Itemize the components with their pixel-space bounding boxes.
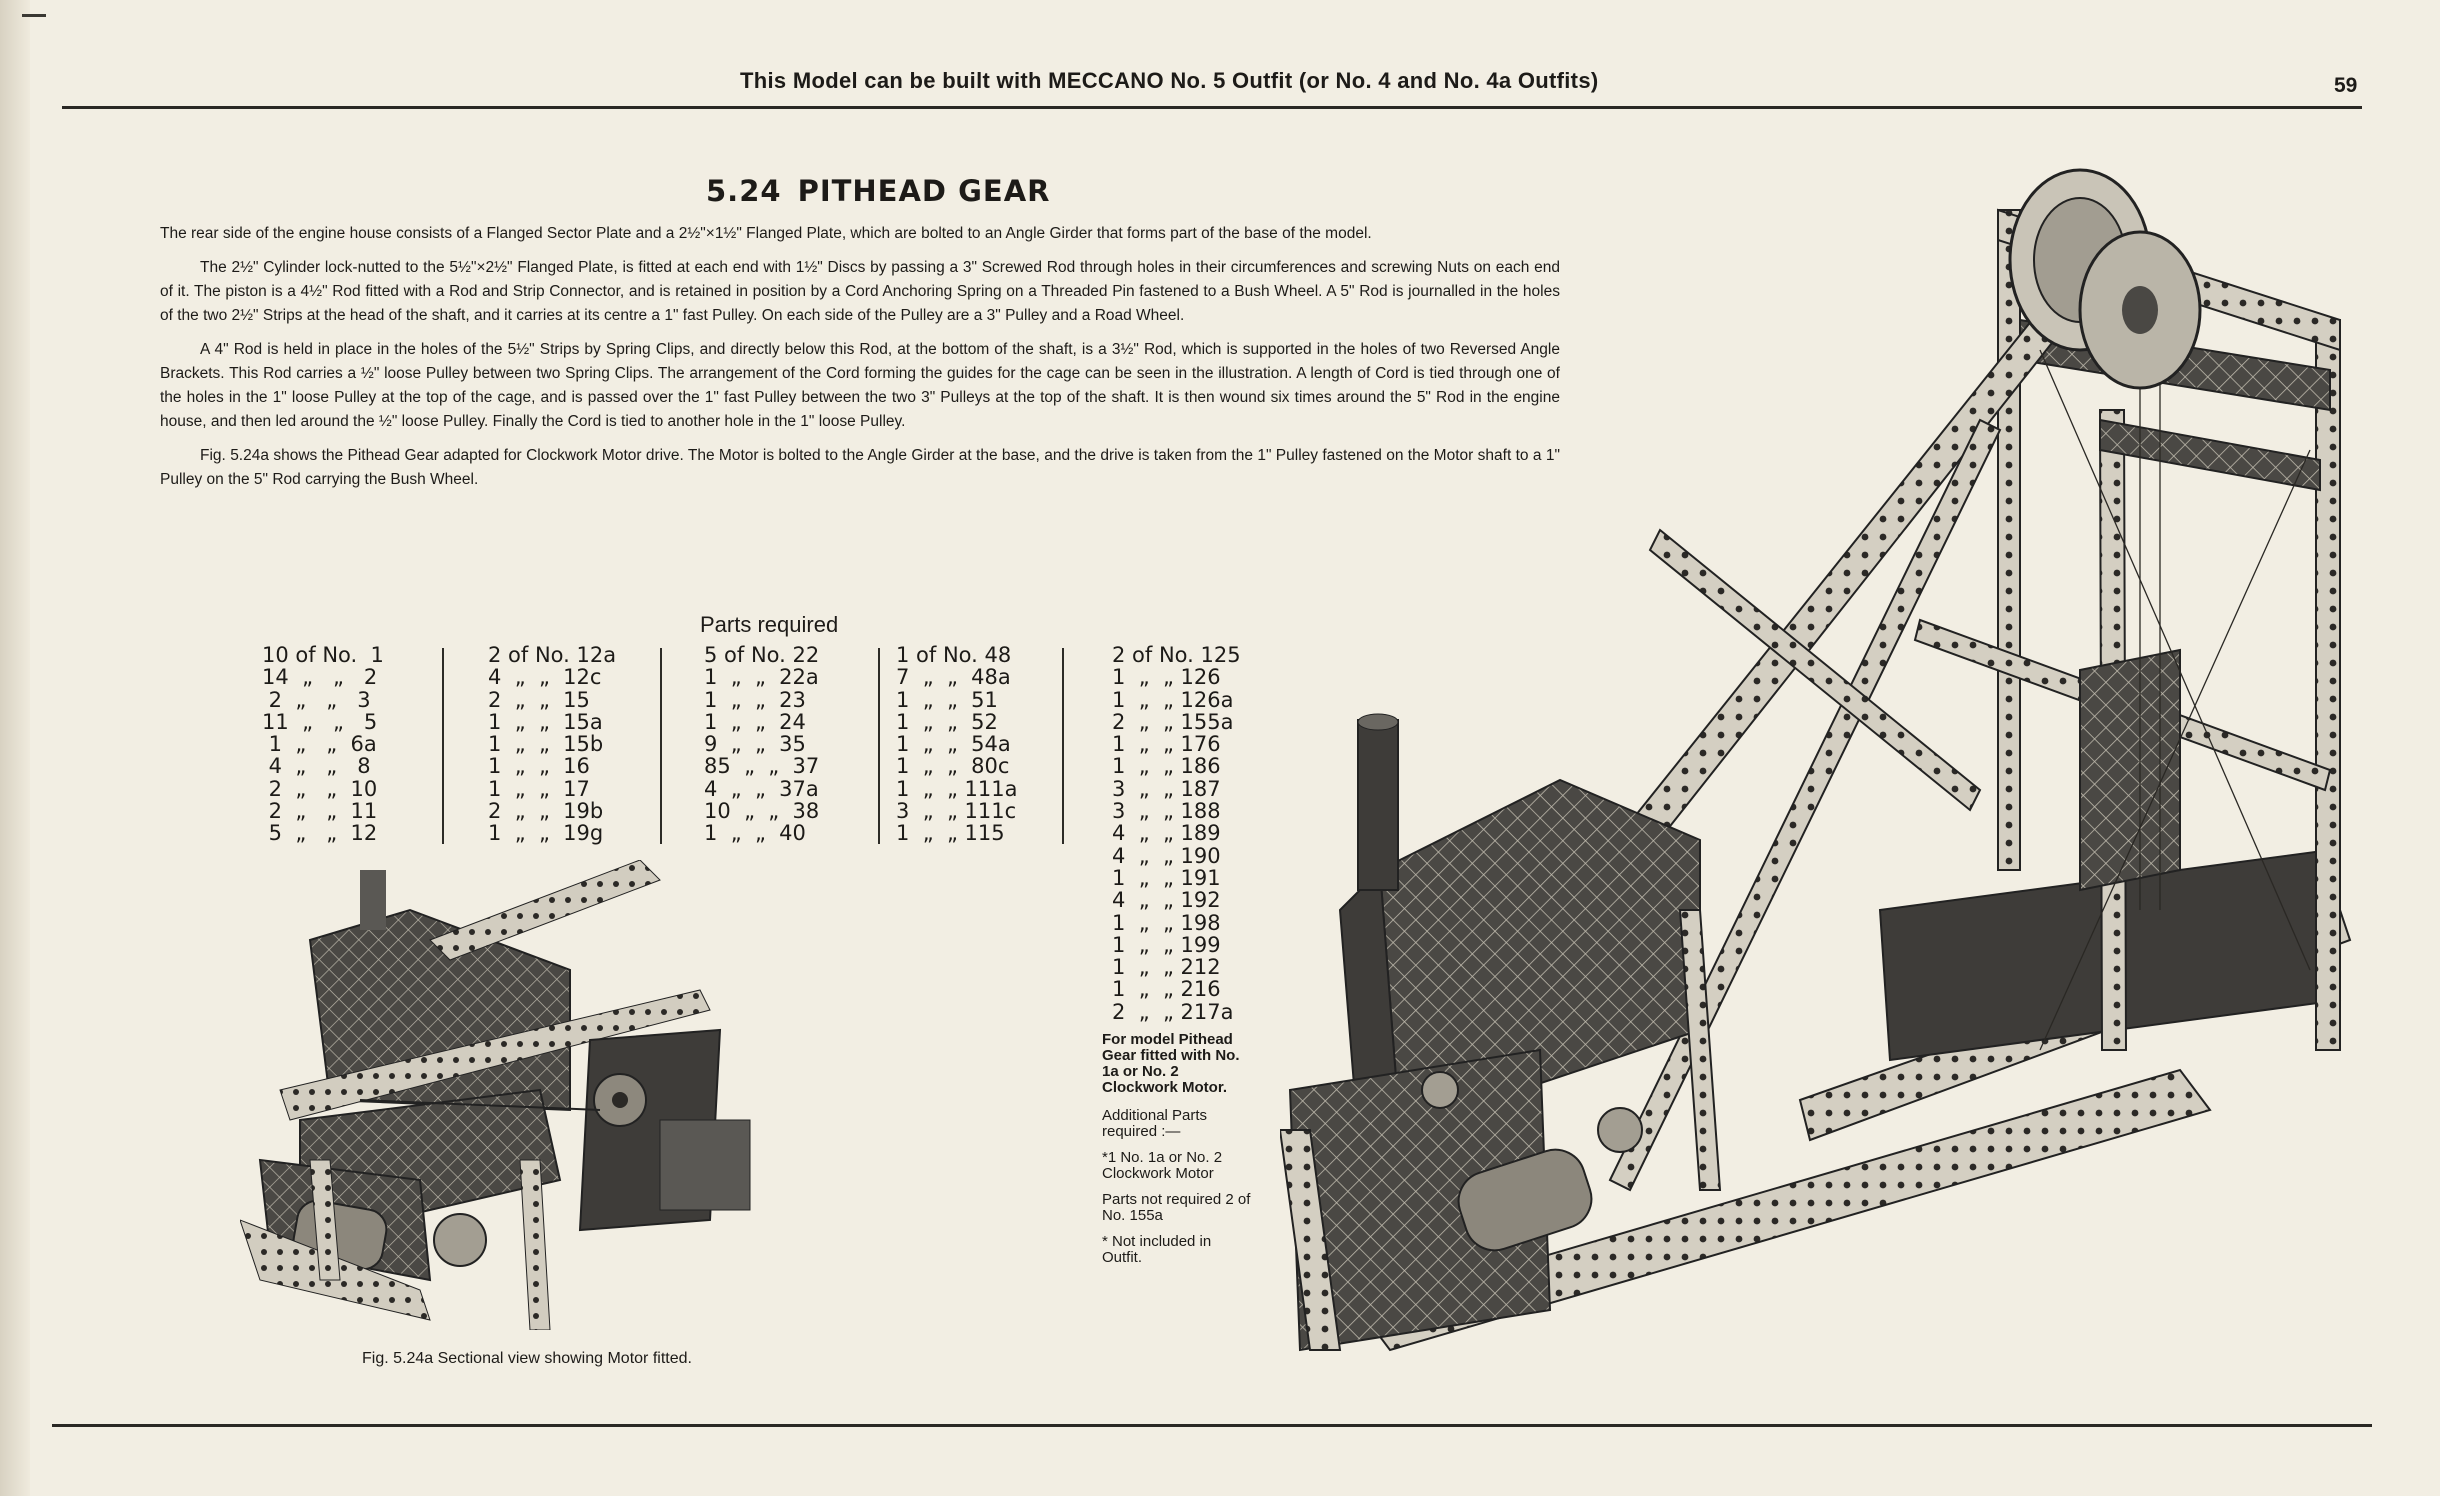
page-number: 59 [2334, 74, 2358, 97]
parts-row: 2 „ „ 155a [1112, 709, 1234, 734]
parts-row: 2 of No. 125 [1112, 643, 1241, 667]
parts-row: 1 „ „ 51 [896, 687, 998, 712]
parts-row: 1 „ „ 24 [704, 709, 806, 734]
parts-row: 1 „ „ 15a [488, 709, 603, 734]
parts-column-4 [896, 644, 1017, 845]
parts-row: 5 „ „ 12 [262, 821, 378, 846]
running-head: This Model can be built with MECCANO No. 5 Outfit (or No. 4 and No. 4a Outfits) [740, 68, 1599, 93]
parts-row: 4 „ „ 8 [262, 754, 371, 779]
parts-row: 2 „ „ 19b [488, 799, 604, 824]
parts-row: 1 „ „ 198 [1112, 910, 1221, 935]
parts-row: 1 „ „ 199 [1112, 932, 1221, 957]
parts-row: 1 „ „ 16 [488, 754, 590, 779]
parts-row: 4 „ „ 190 [1112, 843, 1221, 868]
parts-row: 1 „ „ 212 [1112, 955, 1221, 980]
parts-row: 2 of No. 12a [488, 643, 617, 667]
note-heading: For model Pithead Gear fitted with No. 1a or No. 2 Clockwork Motor. [1102, 1031, 1240, 1096]
pithead-gear-illustration [1280, 150, 2400, 1370]
paragraph: A 4" Rod is held in place in the holes of the 5½" Strips by Spring Clips, and directly below this Rod, at the bottom of the shaft, is a 3½" Rod, which is supported in the holes of two Reversed Angle Brackets. This Rod carries a ½" loose Pulley between two Spring Clips. The arrangement of the Cord forming the guides for the cage can be seen in the illustration. A length of Cord is tied through one of the holes in the 1" loose Pulley at the top of the cage, and is passed over the 1" fast Pulley between the two 3" Pulleys at the top of the shaft. It is then wound six times around the 5" Rod in the engine house, and then led around the ½" loose Pulley. Finally the Cord is tied to another hole in the 1" loose Pulley. [160, 341, 1560, 430]
parts-row: 1 „ „ 23 [704, 687, 806, 712]
parts-title: Parts required [700, 612, 839, 637]
parts-row: 3 „ „ 187 [1112, 776, 1221, 801]
parts-row: 5 of No. 22 [704, 643, 820, 667]
parts-row: 4 „ „ 189 [1112, 821, 1221, 846]
corner-mark [22, 14, 46, 17]
parts-row: 1 „ „ 22a [704, 665, 819, 690]
parts-row: 85 „ „ 37 [704, 754, 820, 779]
parts-row: 4 „ „ 12c [488, 665, 602, 690]
parts-row: 2 „ „ 15 [488, 687, 590, 712]
parts-row: 1 „ „ 126a [1112, 687, 1234, 712]
note-footnote: * Not included in Outfit. [1102, 1233, 1212, 1266]
parts-row: 4 „ „ 37a [704, 776, 819, 801]
parts-row: 1 „ „ 80c [896, 754, 1010, 779]
section-name: PITHEAD GEAR [797, 174, 1051, 208]
parts-column-3 [704, 644, 819, 845]
parts-row: 1 „ „ 52 [896, 709, 998, 734]
parts-row: 1 „ „ 111a [896, 776, 1018, 801]
parts-row: 1 „ „ 216 [1112, 977, 1221, 1002]
parts-row: 14 „ „ 2 [262, 665, 378, 690]
parts-row: 1 „ „ 176 [1112, 732, 1221, 757]
parts-row: 1 „ „ 186 [1112, 754, 1221, 779]
parts-row: 1 „ „ 191 [1112, 865, 1221, 890]
column-rule [878, 648, 880, 844]
parts-row: 11 „ „ 5 [262, 709, 378, 734]
column-rule [1062, 648, 1064, 844]
clockwork-note [1102, 1032, 1252, 1276]
note-additional: Additional Parts required :— [1102, 1107, 1208, 1140]
parts-row: 10 of No. 1 [262, 643, 384, 667]
parts-column-5 [1112, 644, 1241, 1023]
parts-row: 1 „ „ 115 [896, 821, 1005, 846]
section-number: 5.24 [706, 174, 782, 208]
parts-row: 1 „ „ 17 [488, 776, 590, 801]
parts-row: 1 „ „ 6a [262, 732, 377, 757]
parts-row: 1 „ „ 54a [896, 732, 1011, 757]
parts-row: 1 „ „ 15b [488, 732, 604, 757]
column-rule [660, 648, 662, 844]
note-motor: *1 No. 1a or No. 2 Clockwork Motor [1102, 1149, 1223, 1182]
parts-row: 1 „ „ 19g [488, 821, 604, 846]
header-rule [62, 106, 2362, 109]
sectional-view-illustration [240, 860, 860, 1330]
parts-column-1 [262, 644, 384, 845]
column-rule [442, 648, 444, 844]
parts-row: 2 „ „ 10 [262, 776, 378, 801]
note-not-required: Parts not required 2 of No. 155a [1102, 1191, 1251, 1224]
parts-row: 9 „ „ 35 [704, 732, 806, 757]
parts-row: 1 of No. 48 [896, 643, 1012, 667]
parts-row: 7 „ „ 48a [896, 665, 1011, 690]
parts-row: 10 „ „ 38 [704, 799, 820, 824]
section-title [706, 174, 1066, 208]
parts-row: 2 „ „ 11 [262, 799, 378, 824]
parts-column-2 [488, 644, 616, 845]
parts-row: 1 „ „ 40 [704, 821, 806, 846]
parts-row: 2 „ „ 217a [1112, 999, 1234, 1024]
parts-row: 4 „ „ 192 [1112, 888, 1221, 913]
paragraph: The rear side of the engine house consists of a Flanged Sector Plate and a 2½"×1½" Flanged Plate, which are bolted to an Angle Girder that forms part of the base of the model. [160, 225, 1372, 242]
parts-row: 3 „ „ 111c [896, 799, 1017, 824]
paragraph: Fig. 5.24a shows the Pithead Gear adapted for Clockwork Motor drive. The Motor is bolted to the Angle Girder at the base, and the drive is taken from the 1" Pulley fastened on the Motor shaft to a 1" Pulley on the 5" Rod carrying the Bush Wheel. [160, 447, 1560, 488]
page-gutter [0, 0, 30, 1496]
footer-rule [52, 1424, 2372, 1427]
parts-row: 2 „ „ 3 [262, 687, 371, 712]
paragraph: The 2½" Cylinder lock-nutted to the 5½"×2½" Flanged Plate, is fitted at each end with 1½" Discs by passing a 3" Screwed Rod through holes in their circumferences and screwing Nuts on each end of it. The piston is a 4½" Rod fitted with a Rod and Strip Connector, and is retained in position by a Cord Anchoring Spring on a Threaded Pin fastened to a Bush Wheel. A 5" Rod is journalled in the holes of the two 2½" Strips at the head of the shaft, and it carries at its centre a 1" fast Pulley. On each side of the Pulley are a 3" Pulley and a Road Wheel. [160, 259, 1560, 324]
parts-row: 1 „ „ 126 [1112, 665, 1221, 690]
figure-caption: Fig. 5.24a Sectional view showing Motor fitted. [362, 1350, 692, 1367]
parts-row: 3 „ „ 188 [1112, 799, 1221, 824]
